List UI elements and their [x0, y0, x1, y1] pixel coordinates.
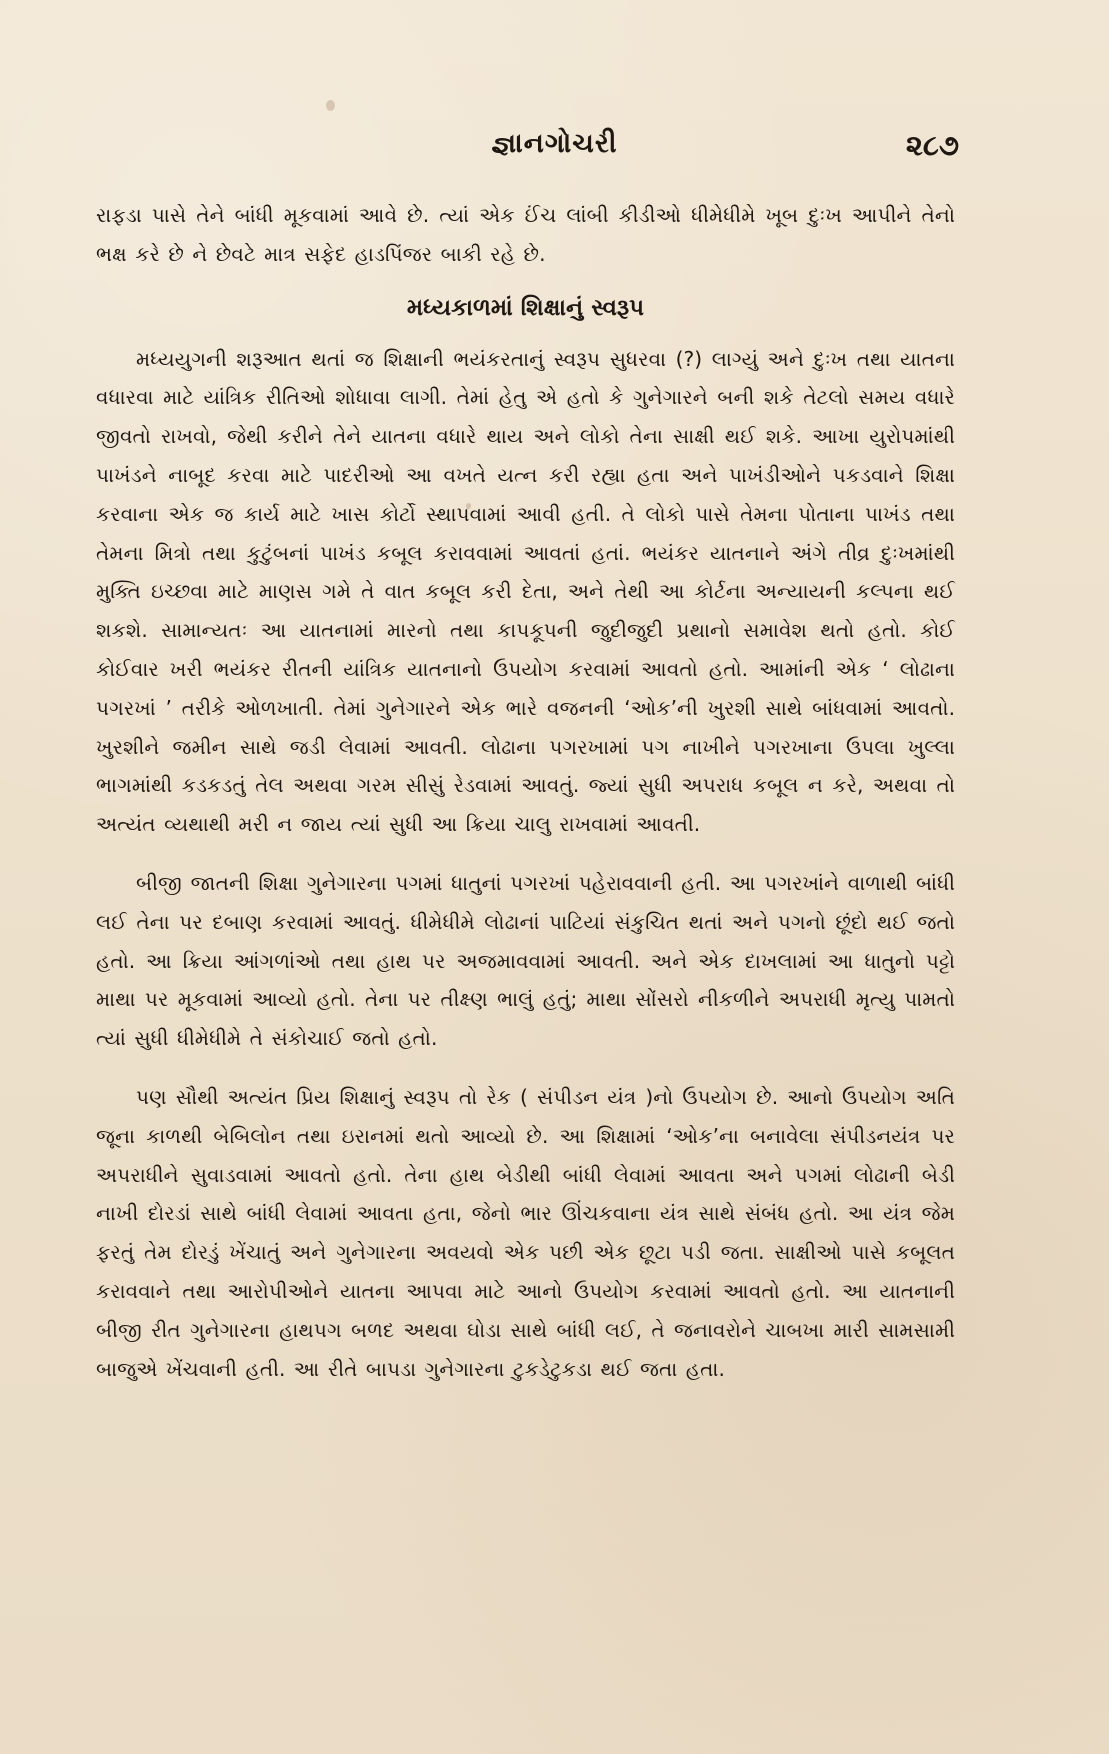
continuation-paragraph: રાફડા પાસે તેને બાંધી મૂકવામાં આવે છે. ત્યાં એક ઈંચ લાંબી કીડીઓ ધીમેધીમે ખૂબ દુઃખ આપીને તેનો ભક્ષ કરે છે ને છેવટે માત્ર સફેદ હાડપિંજર બાકી રહે છે.: [96, 203, 955, 266]
page-number: ૨૮૭: [905, 128, 959, 162]
body-paragraph: મધ્યયુગની શરૂઆત થતાં જ શિક્ષાની ભયંકરતાનું સ્વરૂપ સુધરવા (?) લાગ્યું અને દુઃખ તથા યાતના વધારવા માટે યાંત્રિક રીતિઓ શોધાવા લાગી. તેમાં હેતુ એ હતો કે ગુનેગારને બની શકે તેટલો સમય વધારે જીવતો રાખવો, જેથી કરીને તેને યાતના વધારે થાય અને લોકો તેના સાક્ષી થઈ શકે. આખા યુરોપમાંથી પાખંડને નાબૂદ કરવા માટે પાદરીઓ આ વખતે યત્ન કરી રહ્યા હતા અને પાખંડીઓને પકડવાને શિક્ષા કરવાના એક જ કાર્ય માટે ખાસ કોર્ટો સ્થાપવામાં આવી હતી. તે લોકો પાસે તેમના પોતાના પાખંડ તથા તેમના મિત્રો તથા કુટુંબનાં પાખંડ કબૂલ કરાવવામાં આવતાં હતાં. ભયંકર યાતનાને અંગે તીવ્ર દુઃખમાંથી મુક્તિ ઇચ્છવા માટે માણસ ગમે તે વાત કબૂલ કરી દેતા, અને તેથી આ કોર્ટના અન્યાયની કલ્પના થઈ શકશે. સામાન્યતઃ આ યાતનામાં મારનો તથા કાપકૂપની જુદીજુદી પ્રથાનો સમાવેશ થતો હતો. કોઈ કોઈવાર ખરી ભયંકર રીતની યાંત્રિક યાતનાનો ઉપયોગ કરવામાં આવતો હતો. આમાંની એક ‘ લોઢાના પગરખાં ’ તરીકે ઓળખાતી. તેમાં ગુનેગારને એક ભારે વજનની ‘ઓક’ની ખુરશી સાથે બાંધવામાં આવતો. ખુરશીને જમીન સાથે જડી લેવામાં આવતી. લોઢાના પગરખામાં પગ નાખીને પગરખાના ઉપલા ખુલ્લા ભાગમાંથી કડકડતું તેલ અથવા ગરમ સીસું રેડવામાં આવતું. જ્યાં સુધી અપરાધ કબૂલ ન કરે, અથવા તો અત્યંત વ્યથાથી મરી ન જાય ત્યાં સુધી આ ક્રિયા ચાલુ રાખવામાં આવતી.: [96, 346, 955, 837]
paper-blemish: [326, 100, 335, 111]
body-paragraph: પણ સૌથી અત્યંત પ્રિય શિક્ષાનું સ્વરૂપ તો રેક ( સંપીડન યંત્ર )નો ઉપયોગ છે. આનો ઉપયોગ અતિ જૂના કાળથી બેબિલોન તથા ઇરાનમાં થતો આવ્યો છે. આ શિક્ષામાં ‘ઓક’ના બનાવેલા સંપીડનયંત્ર પર અપરાધીને સુવાડવામાં આવતો હતો. તેના હાથ બેડીથી બાંધી લેવામાં આવતા અને પગમાં લોઢાની બેડી નાખી દોરડાં સાથે બાંધી લેવામાં આવતા હતા, જેનો ભાર ઊંચકવાના યંત્ર સાથે સંબંધ હતો. આ યંત્ર જેમ ફરતું તેમ દોરડું ખેંચાતું અને ગુનેગારના અવયવો એક પછી એક છૂટા પડી જતા. સાક્ષીઓ પાસે કબૂલત કરાવવાને તથા આરોપીઓને યાતના આપવા માટે આનો ઉપયોગ કરવામાં આવતો હતો. આ યાતનાની બીજી રીત ગુનેગારના હાથપગ બળદ અથવા ઘોડા સાથે બાંધી લઈ, તે જનાવરોને ચાબખા મારી સામસામી બાજુએ ખેંચવાની હતી. આ રીતે બાપડા ગુનેગારના ટુકડેટુકડા થઈ જતા હતા.: [96, 1084, 955, 1381]
running-title: જ્ઞાનગોચરી: [491, 128, 618, 159]
running-header: [0, 128, 1109, 172]
body-paragraph: બીજી જાતની શિક્ષા ગુનેગારના પગમાં ધાતુનાં પગરખાં પહેરાવવાની હતી. આ પગરખાંને વાળાથી બાંધી લઈ તેના પર દબાણ કરવામાં આવતું. ધીમેધીમે લોઢાનાં પાટિયાં સંકુચિત થતાં અને પગનો છૂંદો થઈ જતો હતો. આ ક્રિયા આંગળાંઓ તથા હાથ પર અજમાવવામાં આવતી. અને એક દાખલામાં આ ધાતુનો પટ્ટો માથા પર મૂકવામાં આવ્યો હતો. તેના પર તીક્ષ્ણ ભાલું હતું; માથા સોંસરો નીકળીને અપરાધી મૃત્યુ પામતો ત્યાં સુધી ધીમેધીમે તે સંકોચાઈ જતો હતો.: [96, 870, 955, 1051]
page-body: [96, 196, 955, 1388]
section-heading: મધ્યકાળમાં શિક્ષાનું સ્વરૂપ: [406, 294, 645, 321]
